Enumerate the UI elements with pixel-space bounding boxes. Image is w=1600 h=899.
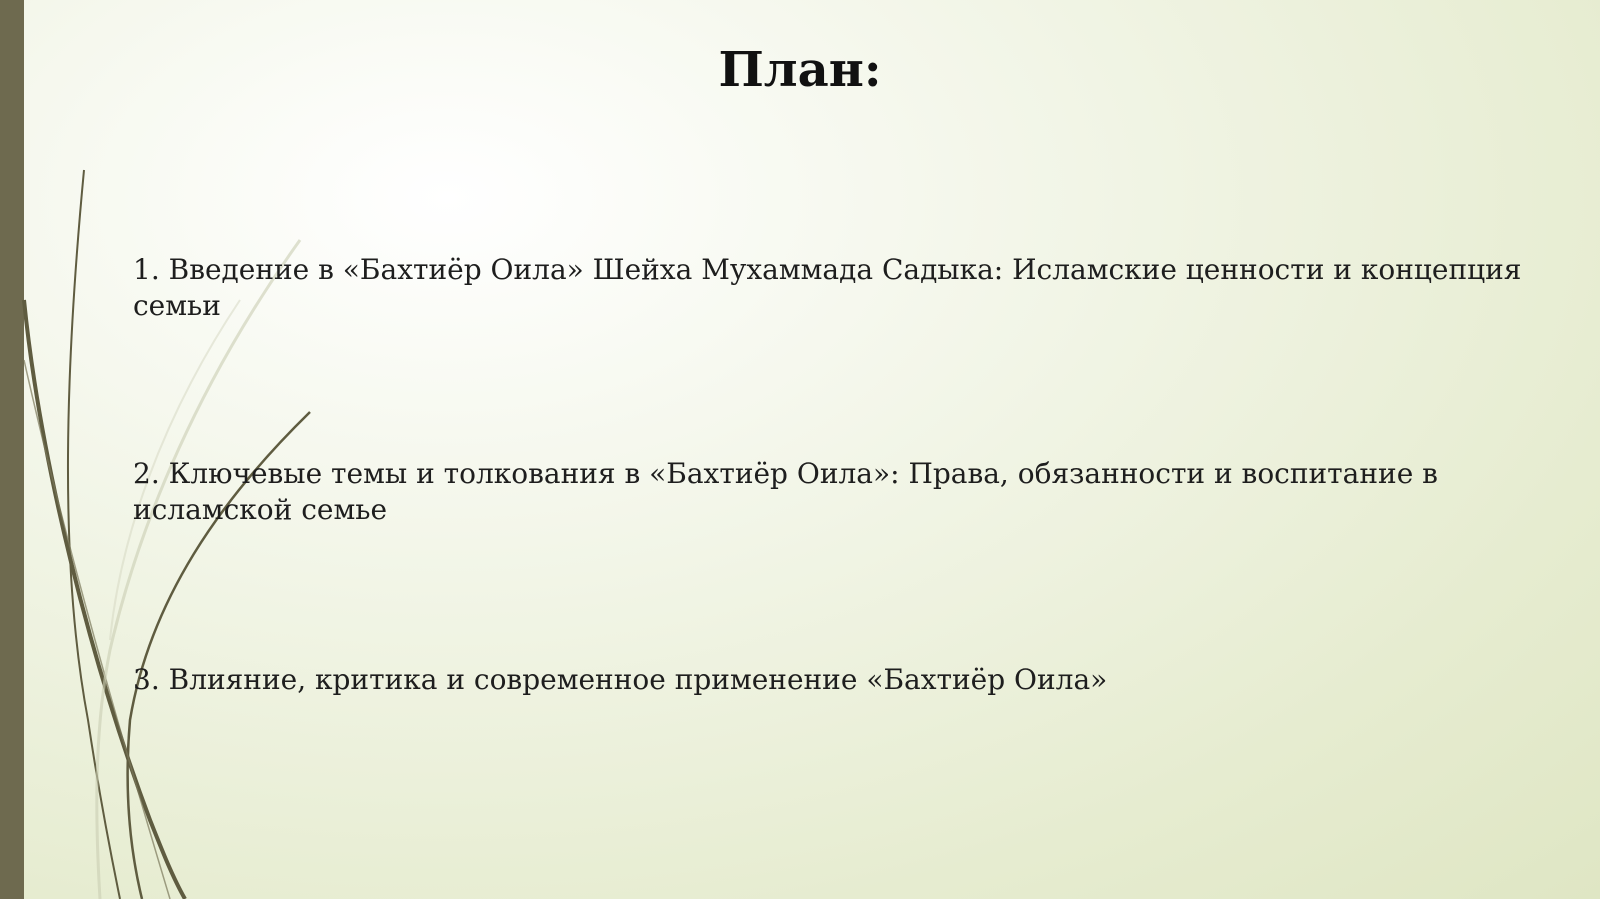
grass-blade-4 bbox=[24, 360, 170, 899]
left-accent-bar bbox=[0, 0, 24, 899]
plan-item-3: 3. Влияние, критика и современное применение «Бахтиёр Оила» bbox=[133, 663, 1108, 696]
grass-blade-2 bbox=[24, 300, 185, 899]
grass-blade-1 bbox=[68, 170, 120, 899]
slide-title: План: bbox=[718, 42, 882, 98]
plan-item-2: 2. Ключевые темы и толкования в «Бахтиёр Оила»: Права, обязанности и воспитание в исламской семье bbox=[133, 457, 1438, 526]
grass-blade-5 bbox=[97, 240, 300, 899]
plan-item-1: 1. Введение в «Бахтиёр Оила» Шейха Мухаммада Садыка: Исламские ценности и концепция семьи bbox=[133, 253, 1522, 322]
